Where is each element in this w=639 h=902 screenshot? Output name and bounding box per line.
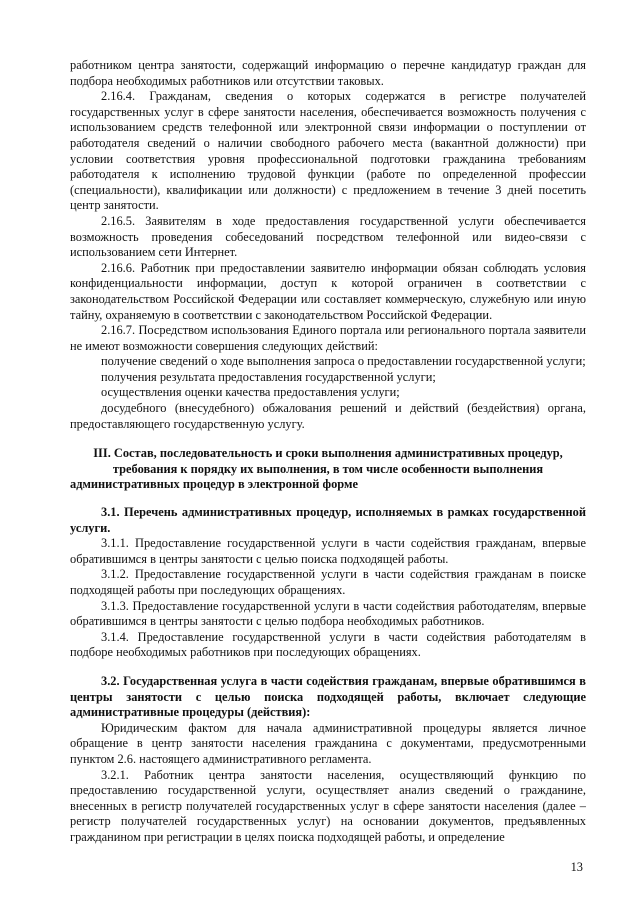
document-page [70, 58, 586, 846]
list-item: получения результата предоставления государственной услуги; [101, 369, 436, 384]
paragraph-2-16-7: 2.16.7. Посредством использования Единого портала или регионального портала заявители не имеют возможности совершения следующих действий: [70, 323, 586, 353]
section-heading: III. Состав, последовательность и сроки выполнения административных процедур, требования к порядку их выполнения, в том числе особенности выполнения административных процедур в электронной форме [70, 446, 563, 492]
paragraph-3-2: 3.2. Государственная услуга в части содействия гражданам, впервые обратившимся в центры занятости с целью поиска подходящей работы, включает следующие административные процедуры (действия): [70, 673, 586, 720]
paragraph-3-1-3: 3.1.3. Предоставление государственной услуги в части содействия работодателям, впервые обратившимся в центры занятости с целью подбора необходимых работников. [70, 598, 586, 629]
paragraph-3-1-1: 3.1.1. Предоставление государственной услуги в части содействия гражданам, впервые обратившимся в центры занятости с целью поиска подходящей работы. [70, 536, 586, 566]
paragraph-3-1: 3.1. Перечень административных процедур, исполняемых в рамках государственной услуги. [70, 505, 586, 535]
paragraph-2-16-5: 2.16.5. Заявителям в ходе предоставления государственной услуги обеспечивается возможность проведения собеседований посредством телефонной или видео-связи с использованием сети Интернет. [70, 213, 586, 260]
paragraph-2-16-4: 2.16.4. Гражданам, сведения о которых содержатся в регистре получателей государственных услуг в сфере занятости населения, обеспечивается возможность получения с использованием средств телефонной или электронной связи информации о поступлении от работодателя сведений о наличии свободного рабочего места (вакантной должности) при условии соответствия уровня профессиональной подготовки гражданина требованиям работодателя к исполнению трудовой функции (работе по определенной профессии (специальности), квалификации или должности) с предложением в течение 3 дней посетить центр занятости. [70, 89, 586, 213]
paragraph-3-1-2: 3.1.2. Предоставление государственной услуги в части содействия гражданам в поиске подходящей работы при последующих обращениях. [70, 567, 586, 597]
list-item: получение сведений о ходе выполнения запроса о предоставлении государственной услуги; [101, 354, 586, 369]
list-item: осуществления оценки качества предоставления услуги; [101, 385, 400, 400]
page-number: 13 [570, 860, 583, 874]
paragraph-3-1-4: 3.1.4. Предоставление государственной услуги в части содействия работодателям в подборе необходимых работников при последующих обращениях. [70, 629, 586, 660]
paragraph-2-16-6: 2.16.6. Работник при предоставлении заявителю информации обязан соблюдать условия конфиденциальности информации, доступ к которой ограничен в соответствии с законодательством Российской Федерации или составляет коммерческую, служебную или иную тайну, охраняемую в соответствии с законодательством Российской Федерации. [70, 260, 586, 322]
paragraph-3-2-intro: Юридическим фактом для начала административной процедуры является личное обращение в центр занятости населения гражданина с документами, предусмотренными пунктом 2.6. настоящего административного регламента. [70, 720, 586, 766]
paragraph-continuation: работником центра занятости, содержащий информацию о перечне кандидатур граждан для подбора необходимых работников или отсутствии таковых. [70, 58, 586, 88]
list-item: досудебного (внесудебного) обжалования решений и действий (бездействия) органа, предоставляющего государственную услугу. [70, 401, 586, 431]
paragraph-3-2-1: 3.2.1. Работник центра занятости населения, осуществляющий функцию по предоставлению государственной услуги, осуществляет анализ сведений о гражданине, внесенных в регистр получателей государственных услуг в сфере занятости населения (далее – регистр получателей государственных услуг) на основании документов, предъявленных гражданином при регистрации в целях поиска подходящей работы, и определение [70, 767, 586, 844]
